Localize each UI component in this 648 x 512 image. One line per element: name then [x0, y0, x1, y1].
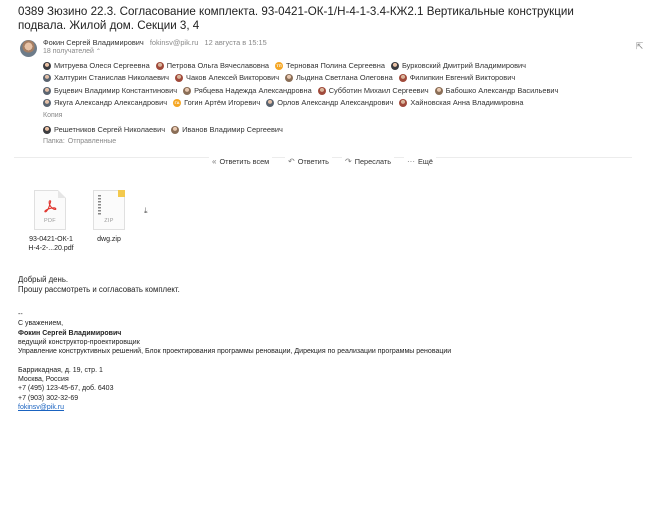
body-line: Прошу рассмотреть и согласовать комплект. — [18, 285, 180, 294]
recipient-name: Решетников Сергей Николаевич — [54, 125, 166, 134]
recipient-chip[interactable] — [43, 97, 167, 109]
body-line: Добрый день. — [18, 275, 69, 284]
reply-all-label: Ответить всем — [219, 157, 270, 166]
recipient-name: Гогин Артём Игоревич — [184, 97, 261, 107]
recipient-avatar — [399, 74, 407, 82]
recipient-avatar — [43, 62, 51, 70]
signature-phone: +7 (495) 123-45-67, доб. 6403 — [18, 385, 114, 393]
recipient-avatar — [183, 87, 191, 95]
zipper-icon — [98, 195, 101, 215]
recipient-chip[interactable] — [285, 72, 393, 84]
pdf-file-icon — [34, 190, 66, 230]
signature-mobile: +7 (903) 302-32-69 — [18, 394, 79, 402]
recipient-name: Лыдина Светлана Олеговна — [296, 73, 393, 83]
email-subject: 0389 Зюзино 22.3. Согласование комплекта. 93-0421-ОК-1/Н-4-1-3.4-КЖ2.1 Вертикальные конструкции подвала. Жилой дом. Секции 3, 4 — [18, 5, 574, 32]
recipient-name: Терновая Полина Сергеевна — [286, 61, 385, 70]
recipient-name: Халтурин Станислав Николаевич — [54, 73, 170, 83]
recipients-row — [43, 72, 603, 84]
sender-avatar[interactable] — [20, 40, 37, 57]
forward-button[interactable] — [342, 157, 394, 166]
attachment-zip-name: dwg.zip — [97, 236, 121, 243]
recipient-avatar: ГА — [174, 100, 180, 106]
chevron-up-icon: ⌃ — [95, 49, 101, 55]
signature-dashes: -- — [18, 311, 23, 318]
recipient-chip[interactable] — [171, 124, 283, 136]
recipient-avatar — [266, 99, 274, 107]
forward-icon: ↷ — [345, 157, 352, 166]
recipient-chip[interactable] — [173, 97, 260, 109]
copy-label: Копия — [43, 112, 63, 119]
reply-all-button[interactable] — [209, 157, 272, 166]
recipient-avatar — [43, 87, 51, 95]
signature-city: Москва, Россия — [18, 376, 69, 384]
attachment-zip[interactable] — [88, 190, 130, 245]
sender-line — [43, 38, 267, 47]
message-body — [18, 275, 180, 295]
folder-info — [43, 138, 116, 145]
reply-button[interactable] — [285, 157, 332, 166]
sender-email[interactable]: fokinsv@pik.ru — [149, 38, 199, 47]
sender-name[interactable]: Фокин Сергей Владимирович — [43, 38, 144, 47]
more-button[interactable] — [404, 157, 436, 166]
recipient-avatar — [391, 62, 399, 70]
recipient-chip[interactable] — [175, 72, 279, 84]
attachment-pdf-name-line1: 93-0421-ОК-1 — [29, 236, 73, 243]
recipient-chip[interactable] — [275, 60, 385, 72]
recipient-name: Хайновская Анна Владимировна — [410, 97, 524, 107]
recipient-chip[interactable] — [183, 85, 312, 97]
recipient-name: Чаков Алексей Викторович — [186, 73, 280, 83]
recipient-name: Орлов Александр Александрович — [277, 97, 394, 107]
recipient-avatar — [399, 99, 407, 107]
recipient-name: Субботин Михаил Сергеевич — [328, 85, 429, 95]
actions-bar — [0, 157, 648, 168]
sent-date: 12 августа в 15:15 — [204, 38, 267, 47]
recipient-name: Рябцева Надежда Александровна — [194, 85, 312, 95]
recipient-avatar — [175, 74, 183, 82]
forward-label: Переслать — [354, 157, 392, 166]
signature-position: ведущий конструктор-проектировщик — [18, 338, 140, 346]
cc-list — [43, 124, 603, 136]
signature-department: Управление конструктивных решений, Блок проектирования программы реновации, Дирекция по реализации программы реновации — [18, 348, 452, 356]
recipients-row — [43, 97, 603, 109]
reply-label: Ответить — [297, 157, 329, 166]
attachment-pdf[interactable] — [26, 190, 76, 253]
zip-type-label: ZIP — [104, 218, 114, 224]
recipients-list — [43, 60, 603, 109]
recipients-row — [43, 60, 603, 72]
recipient-avatar — [156, 62, 164, 70]
recipient-name: Бабошко Александр Васильевич — [445, 85, 559, 95]
recipient-chip[interactable] — [318, 85, 429, 97]
recipient-chip[interactable] — [43, 72, 169, 84]
recipient-avatar — [435, 87, 443, 95]
recipients-toggle[interactable] — [43, 48, 101, 55]
folder-label: Папка: — [43, 138, 65, 145]
reply-all-icon: « — [212, 157, 217, 166]
recipient-chip[interactable] — [266, 97, 393, 109]
recipient-name: Филипкин Евгений Викторович — [409, 73, 516, 83]
recipient-chip[interactable] — [399, 72, 516, 84]
recipient-chip[interactable] — [391, 60, 526, 72]
signature-name: Фокин Сергей Владимирович — [18, 329, 122, 337]
signature-regards: С уважением, — [18, 320, 64, 328]
zip-file-icon — [93, 190, 125, 230]
reply-icon: ↶ — [288, 157, 295, 166]
recipient-avatar — [318, 87, 326, 95]
recipients-row — [43, 85, 603, 97]
more-icon: ··· — [407, 157, 415, 166]
recipient-chip[interactable] — [435, 85, 559, 97]
recipient-avatar — [285, 74, 293, 82]
signature — [18, 310, 451, 412]
recipient-name: Петрова Ольга Вячеславовна — [166, 61, 270, 70]
recipient-name: Митруева Олеся Сергеевна — [54, 61, 150, 70]
recipient-avatar — [43, 74, 51, 82]
recipients-count: 18 получателей — [43, 48, 94, 55]
recipient-chip[interactable] — [43, 85, 177, 97]
recipient-chip[interactable] — [43, 60, 150, 72]
recipient-avatar — [43, 99, 51, 107]
attachment-pdf-name — [26, 236, 76, 253]
recipient-avatar — [43, 126, 51, 134]
recipient-chip[interactable] — [156, 60, 269, 72]
cc-row — [43, 124, 603, 136]
recipient-chip[interactable] — [399, 97, 523, 109]
expand-icon[interactable]: ⇱ — [635, 41, 644, 51]
signature-address: Баррикадная, д. 19, стр. 1 — [18, 366, 103, 374]
recipient-name: Иванов Владимир Сергеевич — [182, 125, 283, 134]
more-label: Ещё — [418, 157, 433, 166]
recipient-avatar — [171, 126, 179, 134]
attachment-pdf-name-line2: Н-4-2-...20.pdf — [28, 244, 74, 252]
recipient-chip[interactable] — [43, 124, 165, 136]
signature-email-link[interactable]: fokinsv@pik.ru — [18, 403, 65, 411]
recipient-avatar: ТП — [276, 63, 282, 69]
folder-value[interactable]: Отправленные — [67, 138, 117, 145]
recipient-name: Бурковский Дмитрий Владимирович — [401, 61, 527, 70]
pdf-logo-icon — [43, 199, 57, 213]
pdf-type-label: PDF — [44, 218, 56, 224]
recipient-name: Буцевич Владимир Константинович — [54, 85, 178, 95]
recipient-name: Якуга Александр Александрович — [54, 97, 168, 107]
download-icon[interactable]: ⤓ — [144, 206, 148, 215]
